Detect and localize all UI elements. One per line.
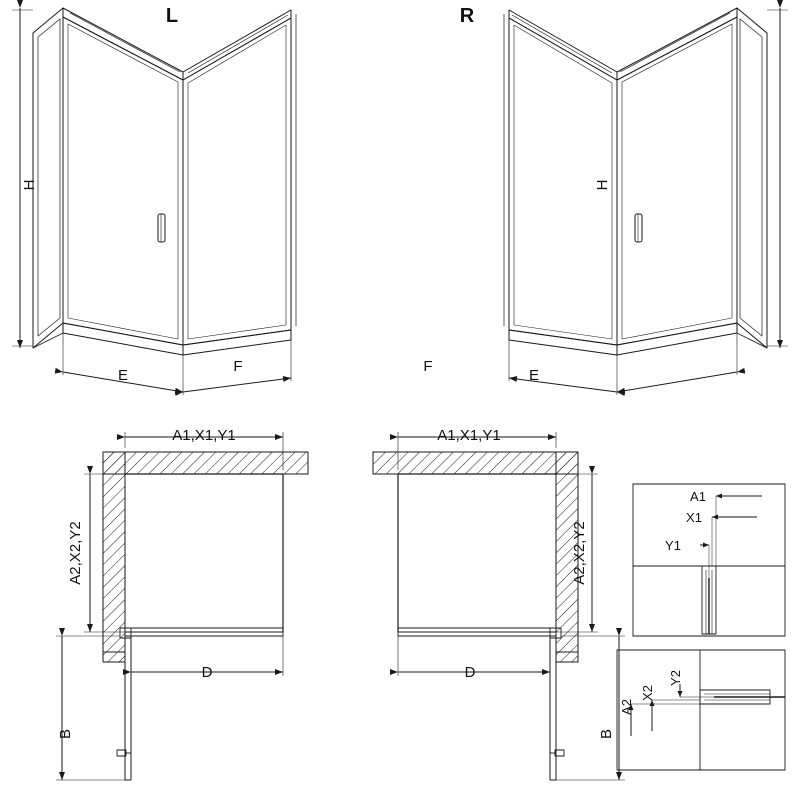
door-handle-left <box>158 214 165 242</box>
plan-view-left <box>56 432 308 780</box>
label-a2x2y2-right: A2,X2,Y2 <box>571 521 588 585</box>
label-d-left: D <box>201 664 213 681</box>
label-a1x1y1-left: A1,X1,Y1 <box>172 427 236 444</box>
iso-view-right <box>504 8 788 395</box>
label-d-right: D <box>464 664 476 681</box>
door-handle-right <box>635 214 642 242</box>
label-a1-detail: A1 <box>690 489 706 504</box>
label-a1x1y1-right: A1,X1,Y1 <box>437 427 501 444</box>
label-b-left: B <box>57 728 74 740</box>
label-a2x2y2-left: A2,X2,Y2 <box>67 521 84 585</box>
plan-view-right <box>373 432 625 780</box>
label-e-right: E <box>528 367 540 384</box>
detail-profile-top <box>633 484 785 636</box>
label-x2-detail: X2 <box>640 685 655 701</box>
label-a2-detail: A2 <box>619 699 634 715</box>
label-h-right: H <box>594 179 611 191</box>
label-f-right: F <box>423 358 433 375</box>
label-e-left: E <box>117 367 129 384</box>
label-h-left: H <box>21 179 38 191</box>
label-y1-detail: Y1 <box>665 538 681 553</box>
iso-view-left <box>12 8 296 395</box>
detail-profile-bottom <box>617 650 785 770</box>
label-x1-detail: X1 <box>686 510 702 525</box>
label-f-left: F <box>233 358 243 375</box>
label-handing-left: L <box>165 5 179 27</box>
label-b-right: B <box>598 728 615 740</box>
label-handing-right: R <box>459 5 475 27</box>
label-y2-detail: Y2 <box>668 670 683 686</box>
